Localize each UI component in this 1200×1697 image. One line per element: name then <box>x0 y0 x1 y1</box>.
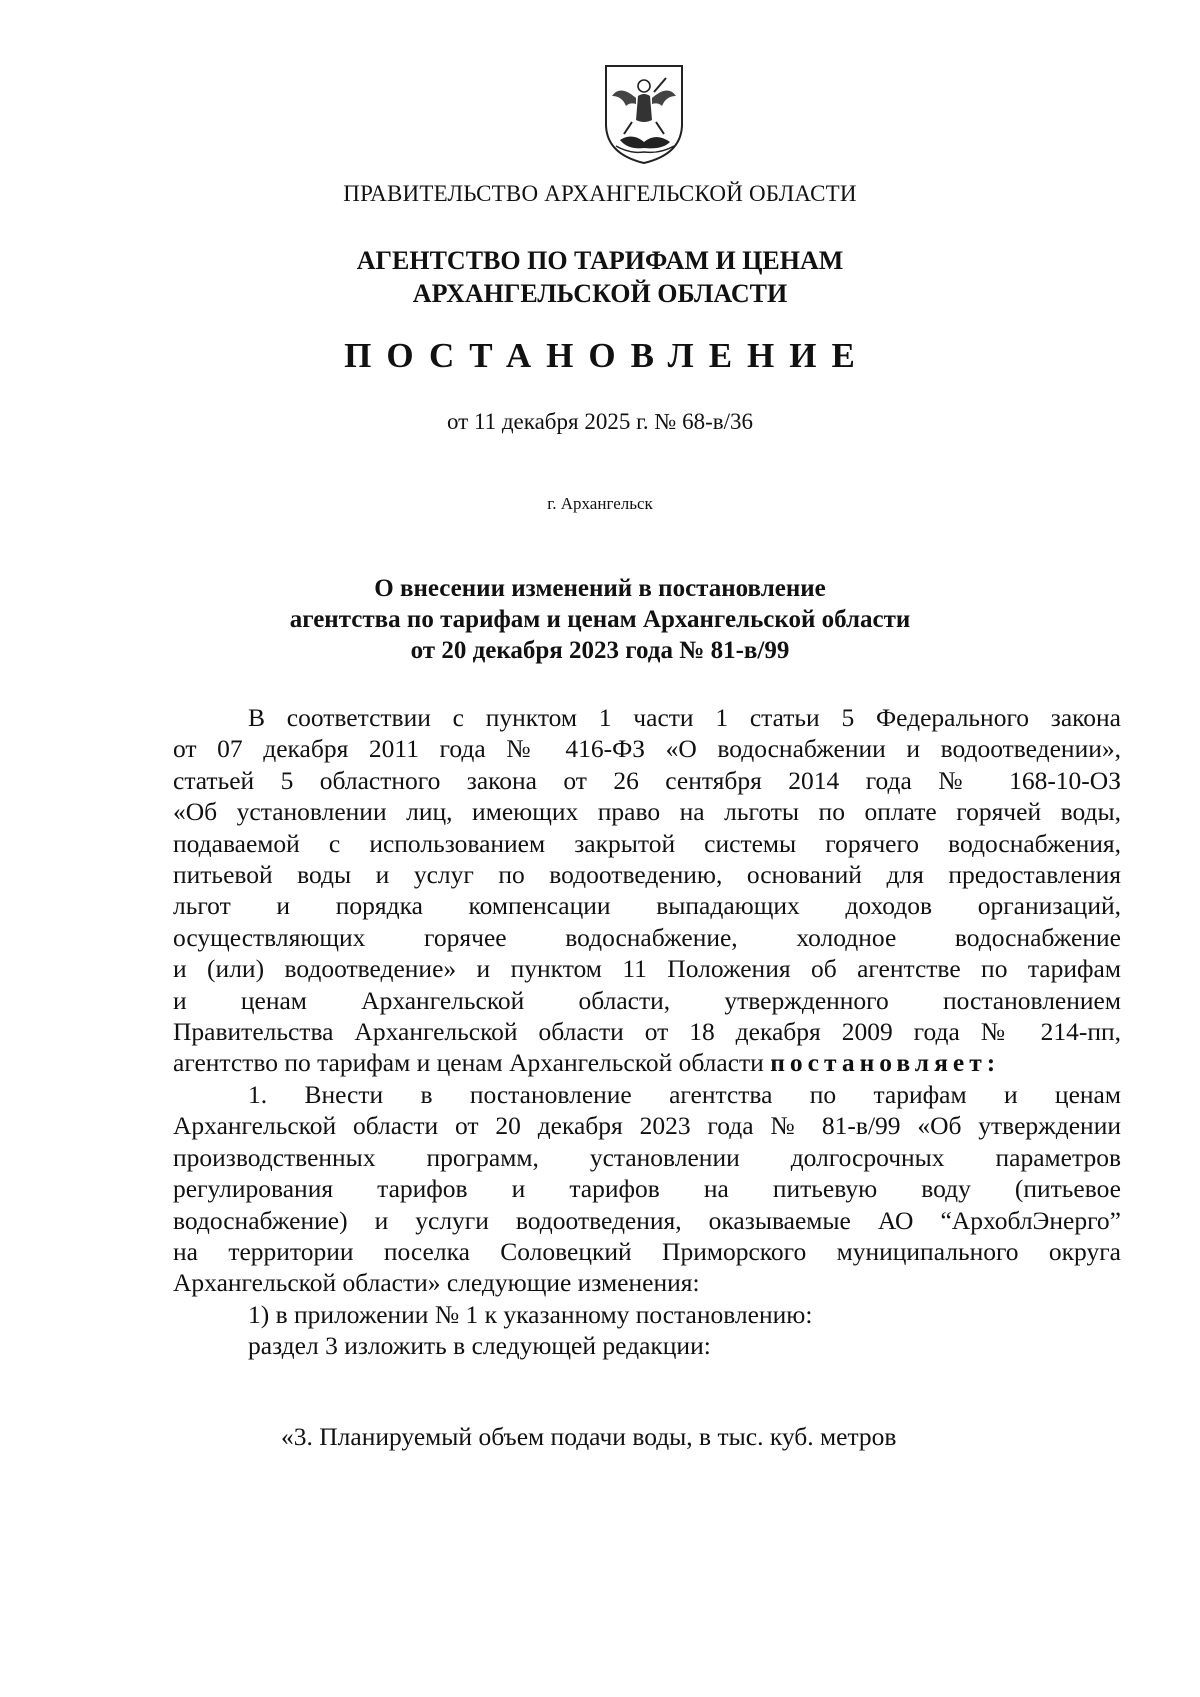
preamble-last-line <box>173 1047 1121 1078</box>
item-line: на территории поселка Соловецкий Приморского муниципального округа <box>173 1236 1121 1266</box>
preamble-line: В соответствии с пунктом 1 части 1 статьи 5 Федерального закона <box>248 703 1121 732</box>
item-line: 1. Внести в постановление агентства по тарифам и ценам <box>248 1079 1121 1109</box>
agency-name-line: АГЕНТСТВО ПО ТАРИФАМ И ЦЕНАМ <box>356 246 844 275</box>
coat-of-arms-emblem <box>602 62 686 166</box>
instruction-line: раздел 3 изложить в следующей редакции: <box>248 1331 711 1361</box>
resolves-word: постановляет: <box>770 1048 1001 1078</box>
subject-line: от 20 декабря 2023 года № 81-в/99 <box>410 637 790 664</box>
preamble-line: Правительства Архангельской области от 18 декабря 2009 года № 214-пп, <box>173 1017 1121 1047</box>
document-date-number: от 11 декабря 2025 г. № 68-в/36 <box>446 409 754 434</box>
document-body <box>173 702 1121 1362</box>
preamble-line: и ценам Архангельской области, утвержденного постановлением <box>173 985 1121 1015</box>
government-name: ПРАВИТЕЛЬСТВО АРХАНГЕЛЬСКОЙ ОБЛАСТИ <box>343 181 857 206</box>
subject-line: О внесении изменений в постановление <box>374 575 826 602</box>
item-line: регулирования тарифов и тарифов на питьевую воду (питьевое <box>173 1174 1121 1204</box>
agency-name-line: АРХАНГЕЛЬСКОЙ ОБЛАСТИ <box>412 279 788 308</box>
preamble-line: «Об установлении лиц, имеющих право на льготы по оплате горячей воды, <box>173 797 1121 827</box>
item-line: Архангельской области от 20 декабря 2023 года № 81-в/99 «Об утверждении <box>173 1111 1121 1141</box>
document-type-title: ПОСТАНОВЛЕНИЕ <box>344 336 870 375</box>
preamble-line: питьевой воды и услуг по водоотведению, оснований для предоставления <box>173 860 1121 890</box>
preamble-line: осуществляющих горячее водоснабжение, холодное водоснабжение <box>173 922 1121 952</box>
preamble-line: статьей 5 областного закона от 26 сентября 2014 года № 168-10-ОЗ <box>173 765 1121 795</box>
section-3-title: «3. Планируемый объем подачи воды, в тыс. куб. метров <box>281 1422 897 1451</box>
item-line: производственных программ, установлении долгосрочных параметров <box>173 1142 1121 1172</box>
preamble-line: подаваемой с использованием закрытой системы горячего водоснабжения, <box>173 828 1121 858</box>
subject-line: агентства по тарифам и ценам Архангельской области <box>289 606 911 633</box>
item-last-line: Архангельской области» следующие изменения: <box>173 1268 700 1298</box>
preamble-line: льгот и порядка компенсации выпадающих доходов организаций, <box>173 891 1121 921</box>
subitem-line: 1) в приложении № 1 к указанному постановлению: <box>248 1299 813 1329</box>
agency-name <box>0 244 1200 310</box>
item-line: водоснабжение) и услуги водоотведения, оказываемые АО “АрхоблЭнерго” <box>173 1205 1121 1235</box>
preamble-last-text: агентство по тарифам и ценам Архангельской области <box>173 1048 771 1078</box>
document-city: г. Архангельск <box>547 494 653 513</box>
preamble-line: и (или) водоотведение» и пунктом 11 Положения об агентстве по тарифам <box>173 954 1121 984</box>
preamble-line: от 07 декабря 2011 года № 416-ФЗ «О водоснабжении и водоотведении», <box>173 734 1121 764</box>
document-subject <box>0 573 1200 666</box>
